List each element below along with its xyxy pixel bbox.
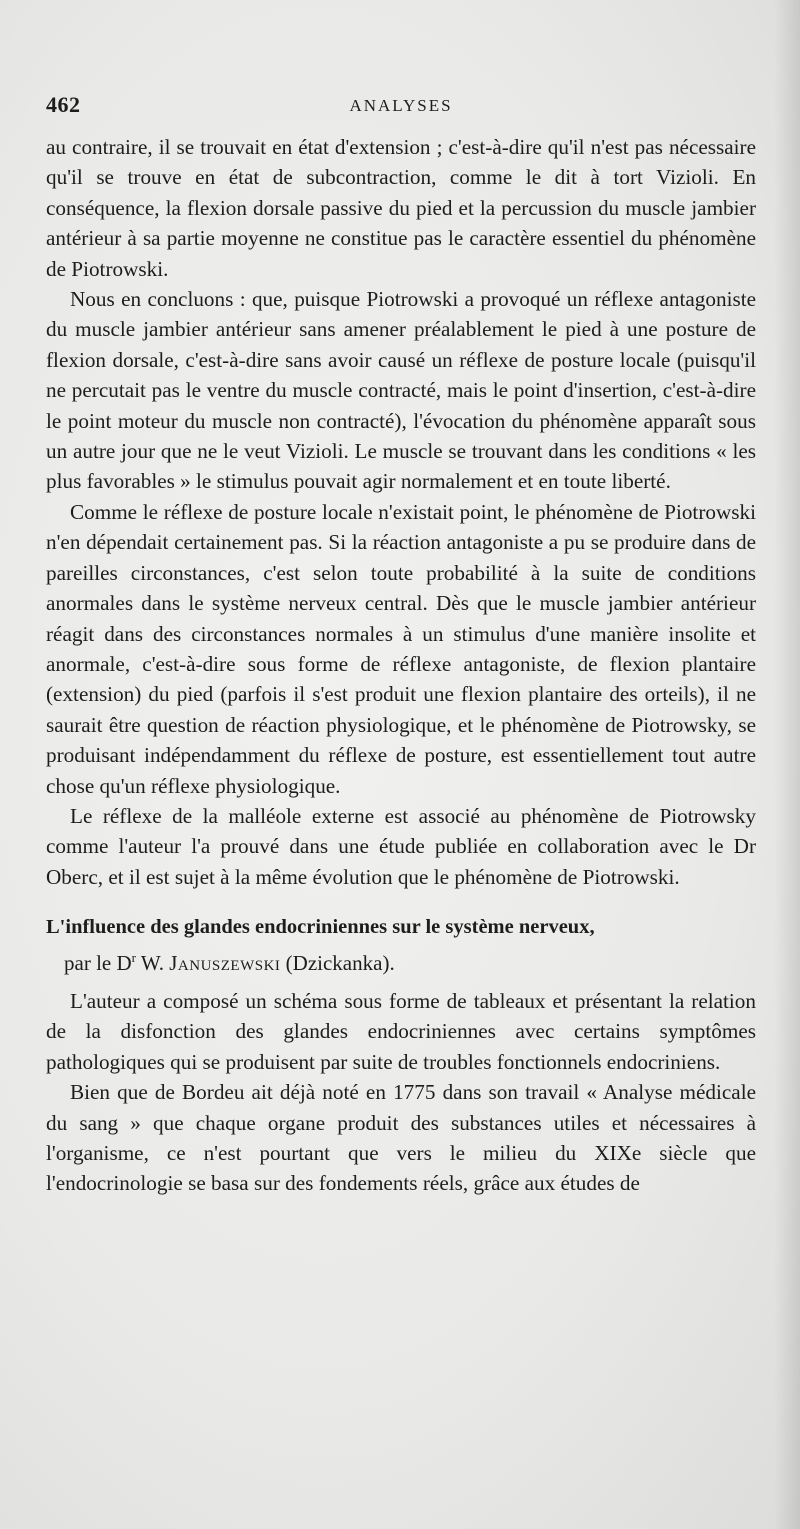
body-text — [46, 132, 756, 892]
article-heading — [46, 912, 756, 978]
article-paragraph-schema: L'auteur a composé un schéma sous forme de tableaux et présentant la relation de la disfonction des glandes endocriniennes avec certains symptômes pathologiques qui se produisent par suite de troubles fonctionnels endocriniens. — [46, 988, 756, 1074]
article-body — [46, 986, 756, 1199]
paragraph-malleolus-reflex: Le réflexe de la malléole externe est associé au phénomène de Piotrowsky comme l'auteur l'a prouvé dans une étude publiée en collaboration avec le Dr Oberc, et il est sujet à la même évolution que le phénomène de Piotrowski. — [46, 803, 756, 889]
author-name: Januszewski — [169, 950, 281, 975]
article-byline — [46, 943, 756, 978]
paragraph-local-reflex: Comme le réflexe de posture locale n'existait point, le phénomène de Piotrowski n'en dépendait certainement pas. Si la réaction antagoniste a pu se produire dans de pareilles circonstances, c'est selon toute probabilité à la suite de conditions anormales dans le système nerveux central. Dès que le muscle jambier antérieur réagit dans des circonstances normales à un stimulus d'une manière insolite et anormale, c'est-à-dire sous forme de réflexe antagoniste, de flexion plantaire (extension) du pied (parfois il s'est produit une flexion plantaire des orteils), il ne saurait être question de réaction physiologique, et le phénomène de Piotrowsky, se produisant indépendamment du réflexe de posture, est essentiellement tout autre chose qu'un réflexe physiologique. — [46, 499, 756, 798]
byline-superscript: r — [131, 949, 136, 965]
paragraph-conclusion: Nous en concluons : que, puisque Piotrowski a provoqué un réflexe antagoniste du muscle jambier antérieur sans amener préalablement le pied à une posture de flexion dorsale, c'est-à-dire sans avoir causé un réflexe de posture locale (puisqu'il ne percutait pas le ventre du muscle contracté, mais le point d'insertion, c'est-à-dire le point moteur du muscle non contracté), l'évocation du phénomène apparaît sous un autre jour que ne le veut Vizioli. Le muscle se trouvant dans les conditions « les plus favorables » le stimulus pouvait agir normalement et en toute liberté. — [46, 287, 756, 494]
paragraph-continuation: au contraire, il se trouvait en état d'extension ; c'est-à-dire qu'il n'est pas nécessaire qu'il se trouve en état de subcontraction, comme le dit à tort Vizioli. En conséquence, la flexion dorsale passive du pied et la percussion du muscle jambier antérieur à sa partie moyenne ne constitue pas le caractère essentiel du phénomène de Piotrowski. — [46, 135, 756, 281]
page-number: 462 — [46, 92, 81, 117]
byline-initial: W. — [135, 950, 170, 975]
author-place: (Dzickanka). — [280, 950, 395, 975]
article-title: L'influence des glandes endocriniennes sur le système nerveux, — [46, 916, 595, 939]
running-header — [46, 92, 756, 122]
article-paragraph-history: Bien que de Bordeu ait déjà noté en 1775 dans son travail « Analyse médicale du sang » que chaque organe produit des substances utiles et nécessaires à l'organisme, ce n'est pourtant que vers le milieu du XIXe siècle que l'endocrinologie se basa sur des fondements réels, grâce aux études de — [46, 1080, 756, 1196]
byline-prefix: par le D — [64, 950, 132, 975]
running-header-title: ANALYSES — [349, 96, 453, 115]
